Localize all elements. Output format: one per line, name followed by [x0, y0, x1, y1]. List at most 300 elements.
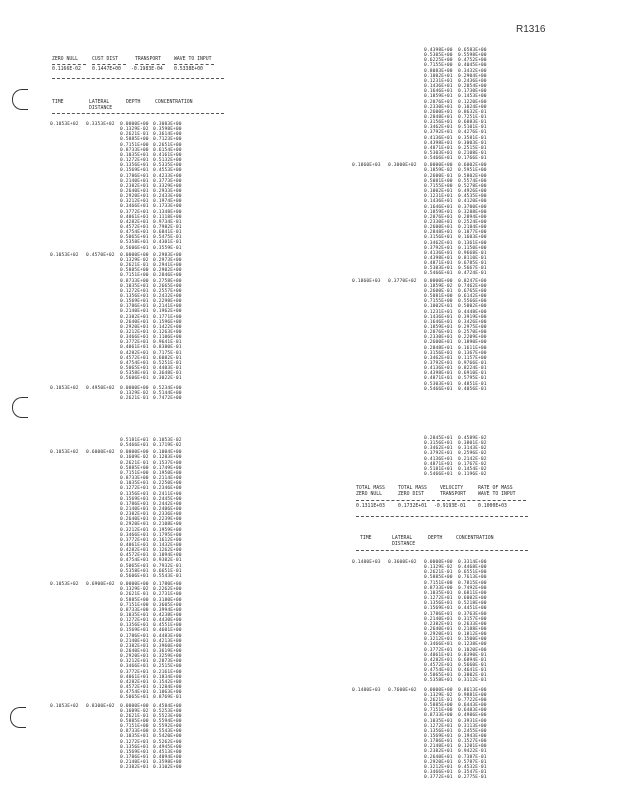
table-cell-concentration: 0.2515E-01 — [458, 145, 487, 151]
table-cell-concentration: 0.1283E+00 — [153, 455, 182, 461]
table-cell-concentration: 0.6002E+00 — [458, 163, 487, 169]
table-cell-concentration: 0.7722E+00 — [458, 697, 487, 703]
table-cell-concentration: 0.1238E+00 — [458, 642, 487, 648]
table-cell-depth: 0.2330E+01 — [424, 104, 453, 110]
s2-header-value: -0.9193E-01 — [434, 504, 466, 509]
table-cell-depth: 0.1035E+01 — [120, 481, 149, 487]
table-cell-depth: 0.5065E+01 — [120, 563, 149, 569]
table-cell-depth: 0.4136E+01 — [424, 456, 453, 462]
table-cell-concentration: 0.1603E+00 — [458, 235, 487, 241]
s1-header-value: -0.1983E-04 — [131, 67, 163, 72]
table-cell-depth: 0.1272E+01 — [120, 739, 149, 745]
s2-col-header: TIME — [360, 536, 372, 541]
table-cell-distance: 0.6900E+02 — [86, 582, 115, 588]
s2-header-value: 0.1732E+01 — [398, 504, 427, 509]
table-cell-depth: 0.1436E+01 — [424, 84, 453, 90]
table-cell-depth: 0.2382E+01 — [120, 183, 149, 189]
table-cell-depth: 0.1569E+01 — [120, 749, 149, 755]
table-cell-concentration: 0.3598E+00 — [153, 760, 182, 766]
table-cell-depth: 0.2621E-01 — [120, 460, 149, 466]
table-cell-concentration: 0.8380E-01 — [153, 345, 182, 351]
table-cell-depth: 0.2076E+01 — [424, 330, 453, 336]
table-cell-depth: 0.3792E+01 — [424, 130, 453, 136]
table-cell-concentration: 0.5667E-01 — [458, 266, 487, 272]
table-cell-concentration: 0.1877E+00 — [458, 230, 487, 236]
s1-header-label: ZERO NULL — [52, 57, 78, 62]
table-cell-depth: 0.3156E+01 — [424, 120, 453, 126]
table-cell-depth: 0.8733E+00 — [120, 607, 149, 613]
table-cell-concentration: 0.5132E+00 — [153, 158, 182, 164]
table-cell-distance: 0.3353E+02 — [86, 122, 115, 127]
table-cell-concentration: 0.4724E-01 — [458, 271, 487, 277]
table-cell-concentration: 0.6583E+00 — [458, 48, 487, 53]
table-cell-depth: 0.5885E+00 — [424, 703, 453, 709]
s1-col-header: LATERAL DISTANCE — [89, 100, 113, 111]
table-cell-depth: 0.4572E+01 — [120, 355, 149, 361]
table-cell-concentration: 0.5795E-01 — [458, 376, 487, 382]
table-cell-concentration: 0.4641E-01 — [458, 668, 487, 674]
table-cell-concentration: 0.6811E+00 — [458, 590, 487, 596]
table-cell-depth: 0.1436E+01 — [424, 199, 453, 205]
table-cell-concentration: 0.4301E-01 — [153, 240, 182, 246]
table-cell-concentration: 0.3960E+00 — [153, 643, 182, 649]
table-cell-depth: 0.2076E+01 — [424, 99, 453, 105]
table-cell-concentration: 0.4451E+00 — [458, 606, 487, 612]
table-cell-concentration: 0.4468E+00 — [458, 565, 487, 571]
table-cell-distance: 0.8300E+02 — [86, 703, 115, 709]
table-cell-depth: 0.5181E+01 — [120, 438, 149, 443]
table-cell-depth: 0.5885E+00 — [424, 575, 453, 581]
table-cell-concentration: 0.1220E+00 — [458, 99, 487, 105]
table-cell-concentration: 0.2873E+00 — [153, 659, 182, 665]
table-cell-concentration: 0.3931E+00 — [458, 718, 487, 724]
table-cell-depth: 0.1002E+01 — [424, 304, 453, 310]
table-cell-depth: 0.1786E+01 — [424, 739, 453, 745]
punch-hole-2 — [12, 397, 28, 418]
table-cell-depth: 0.2920E+01 — [120, 194, 149, 200]
table-cell-depth: 0.3792E+01 — [424, 361, 453, 366]
table-cell-concentration: 0.1020E+00 — [458, 647, 487, 653]
table-cell-concentration: 0.9382E-01 — [153, 558, 182, 564]
table-cell-concentration: 0.5787E-01 — [458, 759, 487, 765]
table-cell-depth: 0.5303E+01 — [424, 266, 453, 272]
table-cell-concentration: 0.4094E+00 — [153, 755, 182, 760]
table-cell-depth: 0.2920E+01 — [424, 632, 453, 638]
table-cell-concentration: 0.2114E+00 — [153, 476, 182, 482]
table-cell-concentration: 0.7982E-01 — [153, 225, 182, 230]
s2-header-label: TOTAL MASS ZERO NULL — [356, 486, 385, 497]
s2-col-header: DEPTH — [428, 536, 443, 541]
table-cell-concentration: 0.4233E+00 — [153, 173, 182, 179]
table-cell-concentration: 0.6551E+00 — [458, 570, 487, 576]
s1-underline — [174, 64, 214, 65]
table-cell-depth: 0.8733E+00 — [424, 713, 453, 719]
table-cell-distance: 0.3600E+02 — [388, 560, 417, 565]
table-cell-depth: 0.4282E+01 — [424, 657, 453, 663]
table-cell-concentration: 0.5218E+00 — [458, 601, 487, 607]
table-cell-depth: 0.3156E+01 — [424, 350, 453, 356]
table-cell-depth: 0.1356E+01 — [120, 744, 149, 750]
table-cell-concentration: 0.2161E+00 — [153, 669, 182, 675]
table-cell-depth: 0.5885E+00 — [120, 268, 149, 274]
table-cell-depth: 0.7155E+00 — [424, 183, 453, 189]
s1-header-label: CUST DIST — [92, 57, 118, 62]
table-cell-concentration: 0.2442E+00 — [153, 501, 182, 507]
table-cell-concentration: 0.2108E-01 — [458, 151, 487, 156]
table-cell-concentration: 0.2346E+00 — [153, 486, 182, 492]
table-cell-concentration: 0.2902E+00 — [153, 268, 182, 274]
table-cell-concentration: 0.4926E+00 — [458, 189, 487, 195]
table-cell-concentration: 0.2515E+00 — [153, 664, 182, 670]
table-cell-concentration: 0.4551E+00 — [153, 623, 182, 629]
table-cell-concentration: 0.1361E+00 — [458, 240, 487, 246]
table-cell-depth: 0.2140E+01 — [120, 638, 149, 644]
table-cell-concentration: 0.1500E+00 — [458, 637, 487, 643]
table-cell-concentration: 0.1284E+00 — [153, 685, 182, 691]
table-cell-depth: 0.4061E+01 — [120, 543, 149, 548]
table-cell-concentration: 0.7472E+00 — [153, 395, 182, 401]
table-cell-concentration: 0.3801E-02 — [458, 441, 487, 447]
s1-header-label: TRANSPORT — [135, 57, 161, 62]
table-cell-concentration: 0.3619E+00 — [153, 649, 182, 654]
table-cell-depth: 0.3466E+01 — [120, 335, 149, 341]
s1-col-header: TIME — [52, 100, 64, 105]
table-cell-depth: 0.2600E+01 — [424, 109, 453, 115]
table-cell-depth: 0.1231E+01 — [424, 309, 453, 315]
table-cell-concentration: 0.2262E+00 — [153, 587, 182, 593]
table-cell-concentration: 0.7932E-01 — [153, 563, 182, 569]
table-cell-depth: 0.1272E+01 — [424, 596, 453, 602]
table-cell-depth: 0.2600E-01 — [424, 288, 453, 294]
s2-header-label: RATE OF MASS WAVE TO INPUT — [478, 486, 516, 497]
table-cell-depth: 0.5065E+01 — [120, 235, 149, 241]
table-cell-depth: 0.1329E-02 — [120, 587, 149, 593]
table-cell-concentration: 0.1150E+00 — [458, 245, 487, 251]
table-cell-concentration: 0.2433E+00 — [153, 194, 182, 200]
table-cell-depth: 0.4871E+01 — [424, 376, 453, 382]
table-cell-depth: 0.2640E+01 — [424, 754, 453, 760]
table-cell-depth: 0.1859E+01 — [424, 209, 453, 215]
table-cell-concentration: 0.2557E+00 — [153, 288, 182, 294]
table-cell-depth: 0.5358E+01 — [424, 678, 453, 684]
table-cell-depth: 0.1329E-02 — [120, 390, 149, 396]
table-cell-depth: 0.3772E+01 — [120, 669, 149, 675]
table-cell-depth: 0.3156E+01 — [424, 441, 453, 447]
table-cell-depth: 0.2140E+01 — [120, 309, 149, 315]
table-cell-depth: 0.5466E+01 — [424, 472, 453, 478]
table-cell-concentration: 0.3314E+00 — [458, 560, 487, 565]
table-cell-concentration: 0.3773E+00 — [153, 178, 182, 184]
table-cell-depth: 0.1035E+01 — [424, 718, 453, 724]
table-cell-depth: 0.1356E+01 — [424, 601, 453, 607]
table-cell-concentration: 0.5543E+00 — [153, 729, 182, 735]
table-cell-concentration: 0.3559E-01 — [153, 245, 182, 251]
table-cell-depth: 0.4572E+01 — [120, 685, 149, 691]
table-cell-concentration: 0.2846E+00 — [153, 273, 182, 279]
table-cell-depth: 0.1272E+01 — [120, 486, 149, 492]
table-cell-depth: 0.4398E+01 — [424, 256, 453, 261]
table-cell-depth: 0.8083E+00 — [424, 68, 453, 74]
table-cell-concentration: 0.5523E+00 — [153, 713, 182, 719]
table-cell-depth: 0.2621E-01 — [120, 395, 149, 401]
s2-header-value: 0.1000E+03 — [478, 504, 507, 509]
table-cell-depth: 0.2640E+01 — [120, 319, 149, 325]
table-cell-depth: 0.5065E+01 — [120, 366, 149, 372]
table-cell-depth: 0.1002E+01 — [424, 73, 453, 79]
table-cell-concentration: 0.5278E+00 — [458, 183, 487, 189]
table-cell-depth: 0.1035E+01 — [120, 734, 149, 740]
table-cell-depth: 0.3212E+01 — [424, 764, 453, 770]
table-cell-depth: 0.4871E+01 — [424, 261, 453, 267]
s1-header-value: 0.5338E+00 — [174, 67, 203, 72]
table-cell-depth: 0.8733E+00 — [120, 729, 149, 735]
table-cell-depth: 0.1786E+01 — [424, 611, 453, 617]
table-cell-concentration: 0.3605E+00 — [153, 602, 182, 608]
table-cell-concentration: 0.5420E+00 — [153, 734, 182, 740]
s2-col-header: LATERAL DISTANCE — [392, 536, 416, 547]
table-cell-concentration: 0.5335E+00 — [153, 163, 182, 169]
table-cell-concentration: 0.2141E+00 — [153, 304, 182, 310]
table-cell-concentration: 0.1596E+00 — [153, 319, 182, 325]
table-cell-concentration: 0.2665E+00 — [153, 283, 182, 289]
table-cell-concentration: 0.9734E-01 — [153, 219, 182, 225]
table-cell-concentration: 0.4584E+00 — [153, 703, 182, 709]
s1-col-header: CONCENTRATION — [155, 100, 193, 105]
table-cell-concentration: 0.2209E+00 — [458, 335, 487, 341]
table-cell-concentration: 0.1959E+00 — [153, 527, 182, 533]
table-cell-depth: 0.4572E+01 — [120, 225, 149, 230]
table-cell-depth: 0.1786E+01 — [120, 755, 149, 760]
table-cell-concentration: 0.2184E+00 — [458, 225, 487, 231]
s2-header-value: 0.1311E+03 — [356, 504, 385, 509]
s1-header-label: WAVE TO INPUT — [174, 57, 212, 62]
table-cell-concentration: 0.5566E+00 — [458, 299, 487, 305]
table-cell-depth: 0.3466E+01 — [424, 770, 453, 775]
table-cell-concentration: 0.4448E+00 — [458, 309, 487, 315]
table-cell-depth: 0.2140E+01 — [120, 760, 149, 766]
table-cell-distance: 0.3000E+02 — [388, 163, 417, 169]
table-cell-depth: 0.2845E+01 — [424, 436, 453, 441]
table-cell-concentration: 0.3288E+00 — [458, 209, 487, 215]
table-cell-concentration: 0.2406E+00 — [153, 506, 182, 512]
table-cell-concentration: 0.3547E-01 — [458, 770, 487, 775]
table-cell-depth: 0.5885E+00 — [120, 597, 149, 603]
table-cell-depth: 0.5305E+00 — [424, 53, 453, 59]
s1-col-header: DEPTH — [126, 100, 141, 105]
s2-header-label: TOTAL MASS ZERO DIST — [398, 486, 427, 497]
table-cell-depth: 0.1231E+01 — [424, 78, 453, 84]
table-cell-concentration: 0.2445E+00 — [153, 496, 182, 502]
table-cell-depth: 0.1609E-02 — [120, 708, 149, 714]
table-cell-depth: 0.4061E+01 — [120, 345, 149, 351]
table-cell-concentration: 0.5144E+00 — [153, 390, 182, 396]
table-cell-time: 0.1053E+02 — [50, 582, 79, 588]
s1-underline — [135, 64, 165, 65]
table-cell-concentration: 0.2941E+00 — [153, 263, 182, 269]
table-cell-depth: 0.1646E+01 — [424, 204, 453, 210]
table-cell-depth: 0.6225E+00 — [424, 58, 453, 64]
table-cell-concentration: 0.2596E-02 — [458, 451, 487, 457]
table-cell-concentration: 0.1367E+00 — [458, 350, 487, 356]
table-cell-concentration: 0.5262E+00 — [153, 739, 182, 745]
table-cell-concentration: 0.8613E+00 — [458, 687, 487, 693]
table-cell-concentration: 0.1733E+00 — [153, 204, 182, 210]
table-cell-concentration: 0.4483E+00 — [153, 633, 182, 639]
table-cell-distance: 0.6000E+02 — [86, 450, 115, 456]
table-cell-depth: 0.7151E+00 — [424, 580, 453, 586]
table-cell-concentration: 0.8390E-01 — [458, 652, 487, 658]
table-cell-depth: 0.2600E-01 — [424, 173, 453, 179]
table-cell-concentration: 0.1196E-02 — [458, 472, 487, 478]
table-cell-concentration: 0.2975E+00 — [458, 324, 487, 330]
table-cell-depth: 0.4061E+01 — [120, 674, 149, 680]
table-cell-concentration: 0.1453E+00 — [458, 94, 487, 100]
table-cell-concentration: 0.6910E-01 — [458, 371, 487, 377]
table-cell-concentration: 0.2239E+00 — [153, 517, 182, 523]
table-cell-concentration: 0.3113E+00 — [458, 723, 487, 729]
table-cell-depth: 0.2382E+01 — [120, 314, 149, 320]
table-cell-depth: 0.1035E+01 — [120, 283, 149, 289]
table-cell-concentration: 0.4589E-02 — [458, 436, 487, 441]
table-cell-depth: 0.5303E+01 — [424, 381, 453, 387]
table-cell-concentration: 0.4986E+00 — [458, 713, 487, 719]
table-cell-concentration: 0.5802E+00 — [458, 173, 487, 179]
punch-hole-1 — [12, 89, 28, 110]
table-cell-depth: 0.2640E+01 — [120, 188, 149, 194]
table-cell-depth: 0.5885E+00 — [120, 718, 149, 724]
table-cell-concentration: 0.2188E+00 — [458, 626, 487, 632]
table-cell-concentration: 0.3919E+00 — [458, 314, 487, 320]
table-cell-concentration: 0.2983E+00 — [153, 252, 182, 258]
table-cell-concentration: 0.3581E-01 — [458, 135, 487, 141]
s2-underline — [356, 500, 526, 501]
table-cell-depth: 0.3212E+01 — [424, 637, 453, 643]
table-cell-depth: 0.1859E+01 — [424, 324, 453, 330]
table-cell-concentration: 0.2298E+00 — [153, 299, 182, 305]
table-cell-depth: 0.5181E+01 — [424, 466, 453, 472]
table-cell-depth: 0.1356E+01 — [424, 728, 453, 734]
table-cell-concentration: 0.6651E-01 — [153, 568, 182, 574]
table-cell-depth: 0.1272E+01 — [120, 158, 149, 164]
table-cell-concentration: 0.2775E-01 — [458, 775, 487, 781]
table-cell-depth: 0.5466E+01 — [424, 156, 453, 162]
table-cell-depth: 0.7155E+00 — [424, 63, 453, 69]
table-cell-concentration: 0.3022E-01 — [153, 376, 182, 382]
table-cell-concentration: 0.7251E-01 — [458, 114, 487, 120]
table-cell-concentration: 0.3426E+00 — [458, 319, 487, 325]
table-cell-concentration: 0.2054E+00 — [458, 84, 487, 90]
table-cell-concentration: 0.1780E+00 — [153, 582, 182, 588]
table-cell-concentration: 0.3598E+00 — [153, 127, 182, 133]
s2-section-rule — [356, 516, 528, 517]
table-cell-concentration: 0.1730E+00 — [458, 89, 487, 95]
table-cell-depth: 0.7155E+00 — [424, 299, 453, 305]
table-cell-depth: 0.1329E-02 — [424, 692, 453, 698]
table-cell-concentration: 0.2455E+00 — [458, 728, 487, 734]
s1-section-rule — [52, 78, 224, 79]
table-cell-concentration: 0.4276E-01 — [458, 130, 487, 136]
table-cell-concentration: 0.9881E+00 — [458, 692, 487, 698]
table-cell-concentration: 0.1454E-02 — [458, 466, 487, 472]
table-cell-depth: 0.7151E+00 — [120, 602, 149, 608]
table-cell-depth: 0.1272E+01 — [424, 723, 453, 729]
table-cell-depth: 0.2382E+01 — [120, 765, 149, 771]
s2-header-label: VELOCITY TRANSPORT — [440, 486, 466, 497]
table-cell-depth: 0.2848E+01 — [424, 345, 453, 351]
table-cell-depth: 0.1272E+01 — [120, 618, 149, 624]
table-cell-distance: 0.3770E+02 — [388, 278, 417, 284]
table-cell-concentration: 0.7123E+00 — [153, 137, 182, 143]
table-cell-depth: 0.2621E-01 — [120, 713, 149, 719]
table-cell-time: 0.1053E+02 — [50, 703, 79, 709]
table-cell-concentration: 0.4532E-01 — [458, 764, 487, 770]
table-cell-depth: 0.2848E+01 — [424, 114, 453, 120]
table-cell-depth: 0.0000E+00 — [120, 450, 149, 456]
table-cell-depth: 0.0000E+00 — [120, 703, 149, 709]
table-cell-concentration: 0.4045E+00 — [458, 63, 487, 69]
table-cell-distance: 0.4950E+02 — [86, 385, 115, 391]
table-cell-concentration: 0.6894E-01 — [458, 657, 487, 663]
table-cell-concentration: 0.1834E+00 — [153, 674, 182, 680]
table-cell-concentration: 0.3329E+00 — [153, 183, 182, 189]
table-cell-concentration: 0.6082E-01 — [153, 355, 182, 361]
table-cell-concentration: 0.1537E+00 — [153, 460, 182, 466]
s2-col-header: CONCENTRATION — [456, 536, 494, 541]
table-cell-depth: 0.5358E+01 — [120, 240, 149, 246]
table-cell-depth: 0.4398E+01 — [424, 140, 453, 146]
table-cell-concentration: 0.6765E+00 — [458, 288, 487, 294]
table-cell-concentration: 0.2432E+00 — [153, 293, 182, 299]
table-cell-depth: 0.3466E+01 — [120, 664, 149, 670]
table-cell-depth: 0.1569E+01 — [120, 299, 149, 305]
table-cell-depth: 0.1329E-02 — [120, 127, 149, 133]
table-cell-depth: 0.1356E+01 — [120, 623, 149, 629]
table-cell-depth: 0.1569E+01 — [424, 733, 453, 739]
table-cell-depth: 0.1786E+01 — [120, 173, 149, 179]
table-cell-depth: 0.1329E-02 — [120, 257, 149, 263]
table-cell-depth: 0.7151E+00 — [120, 273, 149, 279]
table-cell-depth: 0.1035E+01 — [424, 590, 453, 596]
table-cell-concentration: 0.2933E+00 — [153, 188, 182, 194]
table-cell-concentration: 0.1422E+00 — [153, 324, 182, 330]
table-cell-depth: 0.1646E+01 — [424, 89, 453, 95]
table-cell-depth: 0.3466E+01 — [120, 204, 149, 210]
table-cell-concentration: 0.6083E-01 — [458, 120, 487, 126]
table-cell-depth: 0.0000E+00 — [424, 278, 453, 284]
table-cell-depth: 0.1569E+01 — [120, 496, 149, 502]
table-cell-depth: 0.3466E+01 — [424, 642, 453, 648]
table-cell-depth: 0.5358E+01 — [120, 568, 149, 574]
s1-underline — [92, 64, 126, 65]
table-cell-concentration: 0.1612E+00 — [153, 537, 182, 543]
table-cell-depth: 0.4061E+01 — [424, 652, 453, 658]
table-cell-concentration: 0.5951E+00 — [458, 168, 487, 174]
table-cell-concentration: 0.9668E-01 — [458, 250, 487, 256]
table-cell-concentration: 0.5253E+00 — [153, 708, 182, 714]
table-cell-concentration: 0.3003E-01 — [458, 140, 487, 146]
table-cell-depth: 0.4282E+01 — [120, 219, 149, 225]
table-cell-depth: 0.3772E+01 — [424, 647, 453, 653]
table-cell-concentration: 0.8224E-01 — [458, 366, 487, 372]
table-cell-depth: 0.1356E+01 — [120, 293, 149, 299]
table-cell-depth: 0.1329E-02 — [424, 565, 453, 571]
table-cell-concentration: 0.5598E+00 — [458, 53, 487, 59]
table-cell-concentration: 0.6841E-01 — [153, 230, 182, 236]
table-cell-depth: 0.3212E+01 — [120, 330, 149, 335]
table-cell-concentration: 0.1749E+00 — [153, 465, 182, 471]
table-cell-depth: 0.3462E+01 — [424, 240, 453, 246]
table-cell-concentration: 0.3157E+00 — [458, 616, 487, 622]
